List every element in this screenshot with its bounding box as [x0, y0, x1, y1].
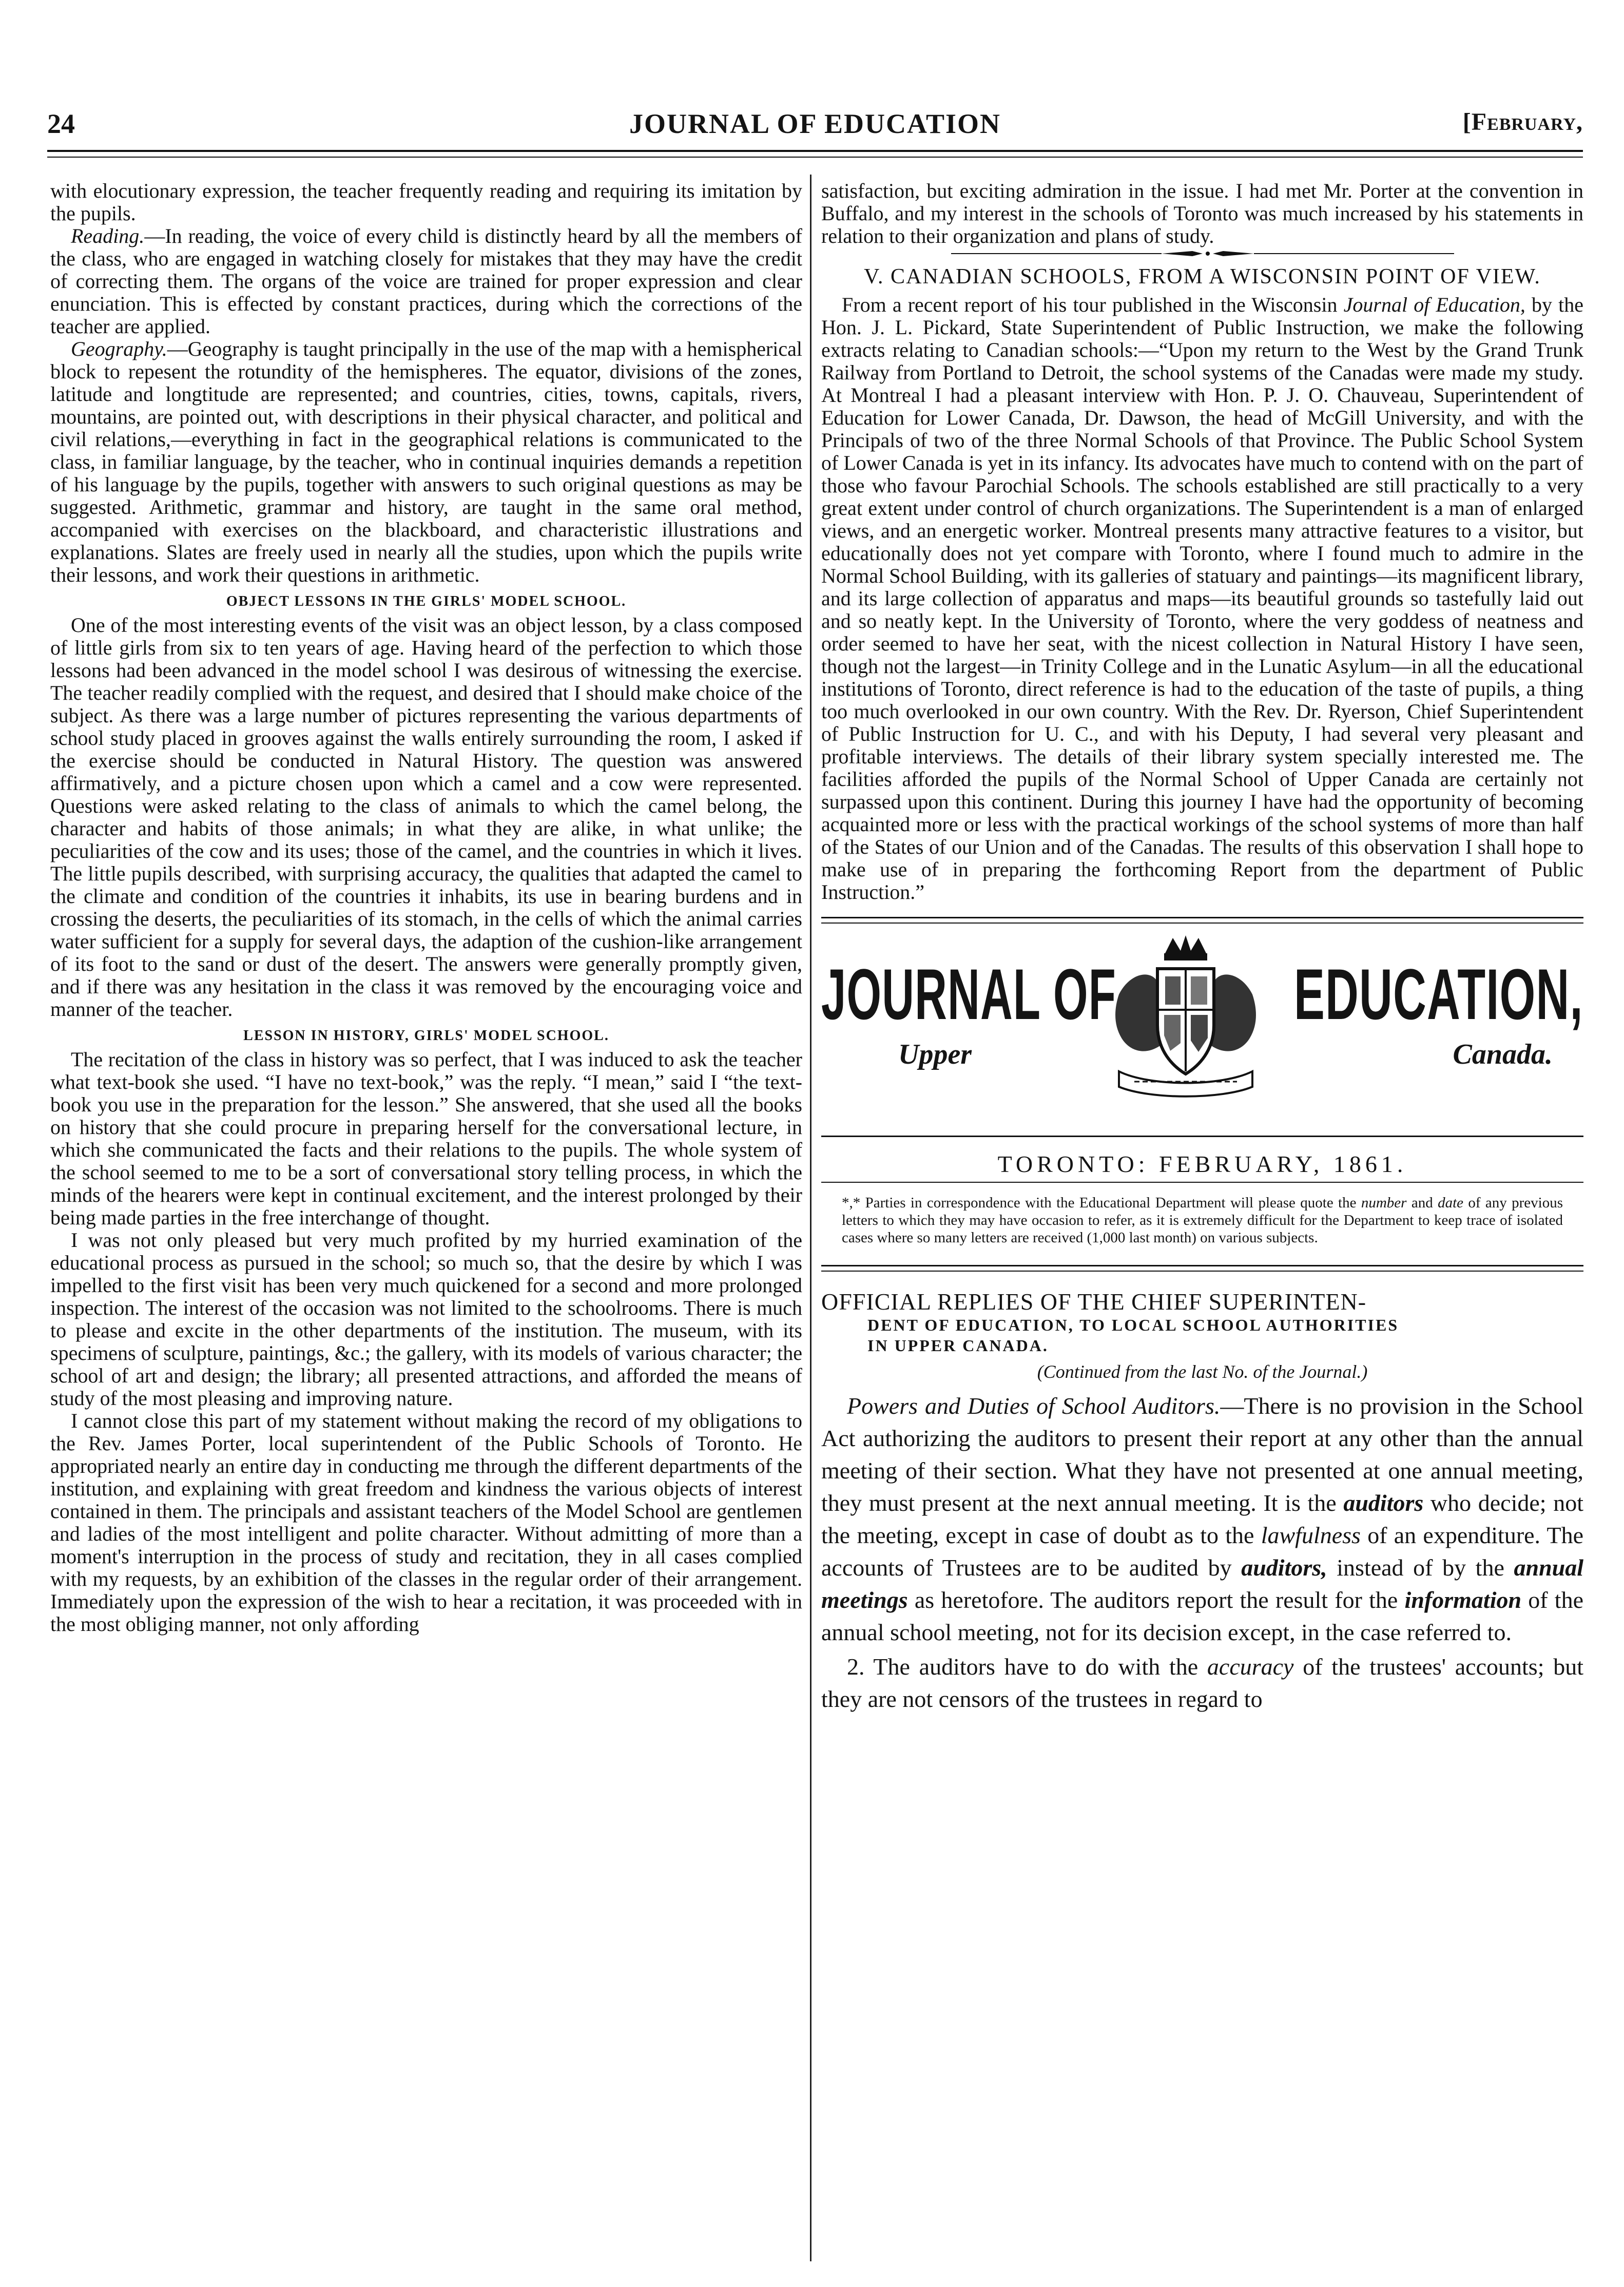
notice-part-a: *,* Parties in correspondence with the Educational Department will please quote the	[842, 1195, 1361, 1211]
geography-text: —Geography is taught principally in the use of the map with a hemispherical block to repesent the rotundity of the hemispheres. The equator, divisions of the zones, latitude and longtitude are represented; and countries, cities, towns, capitals, rivers, mountains, are pointed out, with descriptions in their physical character, and political and civil relations,—everything in fact in the geographical relations is communicated to the class, in familiar language, by the teacher, who in continual inquiries demands a repetition of his language by the pupils, together with answers to such original questions as may be suggested. Arithmetic, grammar and history, are taught in the same oral method, accompanied with exercises on the blackboard, and characteristic illustrations and explanations. Slates are freely used in nearly all the studies, upon which the pupils write their lessons, and work their questions in arithmetic.	[50, 337, 802, 586]
paragraph-geography	[50, 338, 802, 586]
paragraph-examination: I was not only pleased but very much profited by my hurried examination of the educational process as pursued in the school; so much so, that the desire by which I was impelled to the first visit has been very much quickened for a second and more prolonged inspection. The interest of the occasion was not limited to the schoolrooms. There is much to please and excite in the other departments of the institution. The museum, with its specimens of sculpture, paintings, &c.; the gallery, with its models of various character; the school of art and design; the library; all presented attractions, and afforded the means of study of the most pleasing and improving nature.	[50, 1228, 802, 1410]
official-replies-subtitle-1: DENT OF EDUCATION, TO LOCAL SCHOOL AUTHORITIES	[867, 1316, 1399, 1334]
masthead-rule-under	[821, 923, 1583, 924]
auditors-text-b: who decide; not the meeting, except in case of doubt as to the	[821, 1490, 1583, 1548]
masthead-subtitle-right: Canada.	[1453, 1039, 1553, 1070]
paragraph-object-lesson: One of the most interesting events of the visit was an object lesson, by a class composed of little girls from six to ten years of age. Having heard of the perfection to which those lessons had been advanced in the model school I was desirous of witnessing the exercise. The teacher readily complied with the request, and desired that I should make choice of the subject. As there was a large number of pictures representing the various departments of school study placed in grooves against the walls entirely surrounding the room, I asked if the exercise should be conducted in Natural History. The question was answered affirmatively, and a picture chosen upon which a camel and a cow were represented. Questions were asked relating to the class of animals to which the camel belong, the character and habits of those animals; in what they are alike, in what unlike; the peculiarities of the cow and its uses; those of the camel, and the countries in which it lives. The little pupils described, with surprising accuracy, the qualities that adapted the camel to the climate and condition of the countries it inhabits, its use in bearing burdens and in crossing the deserts, the peculiarities of its stomach, in the cells of which the animal carries water sufficient for a supply for several days, the adaption of the cushion-like arrangement of its foot to the sand or dust of the desert. The answers were generally promptly given, and if there was any hesitation in the class it was removed by the encouraging voice and manner of the teacher.	[50, 613, 802, 1021]
notice-number-word: number	[1361, 1195, 1407, 1211]
official-rule-bottom	[821, 1271, 1583, 1272]
item2-text-b: of the trustees' accounts; but they are not censors of the trustees in regard to	[821, 1654, 1583, 1712]
item2-text-a: 2. The auditors have to do with the	[847, 1654, 1207, 1680]
dateline: TORONTO: FEBRUARY, 1861.	[997, 1151, 1407, 1177]
header-rule-top	[47, 150, 1583, 152]
subhead-history-lesson: LESSON IN HISTORY, GIRLS' MODEL SCHOOL.	[243, 1028, 609, 1044]
right-column	[821, 180, 1583, 2261]
lawfulness-word: lawfulness	[1261, 1522, 1361, 1548]
notice-date-word: date	[1438, 1195, 1464, 1211]
paragraph-school-auditors	[821, 1390, 1583, 1648]
dateline-rule-bottom	[821, 1182, 1583, 1183]
masthead-rule-top	[821, 917, 1583, 918]
wisconsin-intro-b: by the Hon. J. L. Pickard, State Superintendent of Public Instruction, we make the following extracts relating to Canadian schools:—“Upon my return to the West by the Grand Trunk Railway from Portland to Detroit, the school systems of the Canadas were made my study. At Montreal I had a pleasant interview with Hon. P. J. O. Chauveau, Superintendent of Education for Lower Canada, Dr. Dawson, the head of McGill University, and with the Principals of two of the three Normal Schools of that Province. The Public School System of Lower Canada is yet in its infancy. Its advocates have much to contend with on the part of those who favour Parochial Schools. The schools established are still practically to a very great extent under control of church organizations. The Superintendent is a man of enlarged views, and an energetic worker. Montreal presents many attractive features to a visitor, but educationally does not yet compare with Toronto, where I found much to admire in the Normal School Building, with its galleries of statuary and paintings—its magnificent library, and its large collection of apparatus and maps—its beautiful grounds so tastefully laid out and so neatly kept. In the University of Toronto, where the very goddess of neatness and order seemed to have her seat, with the nicest collection in Natural History I have seen, though not the largest—in Trinity College and in the Lunatic Asylum—in all the educational institutions of Toronto, direct reference is had to the education of the taste of pupils, a thing too much overlooked in our own country. With the Rev. Dr. Ryerson, Chief Superintendent of Public Instruction for U. C., and with his Deputy, I had several very pleasant and profitable interviews. The details of their library system specially interested me. The facilities afforded the pupils of the Normal School of Upper Canada are certainly not surpassed upon this continent. During this journey I have had the opportunity of becoming acquainted more or less with the practical workings of the school systems of more than half of the States of our Union and of the Canadas. The results of this observation I shall hope to make use of in preparing the forthcoming Report from the department of Public Instruction.”	[821, 293, 1583, 904]
paragraph-continuation: satisfaction, but exciting admiration in the issue. I had met Mr. Porter at the convention in Buffalo, and my interest in the schools of Toronto was much increased by his statements in relation to their organization and plans of study.	[821, 180, 1583, 247]
header-rule-bottom	[47, 157, 1583, 158]
masthead	[821, 933, 1583, 1136]
left-column	[50, 180, 802, 2261]
section-ornament-divider	[951, 249, 1454, 258]
dateline-rule-top	[821, 1136, 1583, 1137]
page-number: 24	[47, 108, 75, 139]
auditors-word-2: auditors,	[1241, 1554, 1327, 1581]
official-rule-top	[821, 1265, 1583, 1266]
paragraph-item-2	[821, 1650, 1583, 1715]
wisconsin-intro-a: From a recent report of his tour published in the Wisconsin	[842, 293, 1344, 316]
paragraph-history-recitation: The recitation of the class in history was so perfect, that I was induced to ask the teacher what text-book she used. “I have no text-book,” was the reply. “I mean,” said I “the text-book you use in the preparation for the lesson.” She answered, that she used all the books on history that she could procure in preparing herself for the conversational lecture, in which she communicated the facts and their relations to the pupils. The whole system of the school seemed to me to be a sort of conversational story telling process, in which the minds of the hearers were kept in continual excitement, and the interest prolonged by their being made parties in the free interchange of thought.	[50, 1048, 802, 1229]
notice-part-b: and	[1406, 1195, 1438, 1211]
auditors-text-e: as heretofore. The auditors report the result for the	[907, 1587, 1405, 1613]
auditors-text-c: of an expenditure. The accounts of Trustees are to be audited by	[821, 1522, 1583, 1581]
masthead-title-left: JOURNAL OF	[821, 954, 1117, 1034]
section-title-canadian-schools: V. CANADIAN SCHOOLS, FROM A WISCONSIN POINT OF VIEW.	[864, 265, 1541, 289]
reading-label: Reading.	[71, 224, 145, 247]
information-word: information	[1404, 1587, 1522, 1613]
annual-meetings-phrase: annual meetings	[821, 1554, 1583, 1613]
auditors-text-a: —There is no provision in the School Act authorizing the auditors to present their report at any other than the annual meeting of their section. What they have not presented at one annual meeting, they must present at the next annual meeting. It is the	[821, 1393, 1583, 1516]
correspondence-notice	[842, 1194, 1563, 1246]
paragraph-wisconsin-report	[821, 294, 1583, 904]
paragraph-elocution: with elocutionary expression, the teacher frequently reading and requiring its imitation by the pupils.	[50, 180, 802, 225]
masthead-subtitle-left: Upper	[898, 1039, 972, 1070]
geography-label: Geography.	[71, 337, 167, 360]
running-head	[47, 108, 1583, 144]
wisconsin-journal-name: Journal of Education,	[1343, 293, 1525, 316]
masthead-title-right: EDUCATION,	[1294, 954, 1583, 1034]
auditors-word-1: auditors	[1343, 1490, 1424, 1516]
running-title: JOURNAL OF EDUCATION	[629, 108, 1001, 139]
running-month: [February,	[1462, 108, 1583, 136]
official-replies-title: OFFICIAL REPLIES OF THE CHIEF SUPERINTEN-	[821, 1289, 1367, 1315]
subhead-object-lessons: OBJECT LESSONS IN THE GIRLS' MODEL SCHOOL.	[226, 593, 627, 609]
accuracy-word: accuracy	[1207, 1654, 1294, 1680]
coat-of-arms-icon	[1098, 933, 1273, 1102]
notice-part-c: of any previous letters to which they may have occasion to refer, as it is extremely difficult for the Department to keep trace of isolated cases where so many letters are received (1,000 last month) on various subjects.	[842, 1195, 1563, 1246]
continued-note: (Continued from the last No. of the Journal.)	[1037, 1361, 1368, 1382]
paragraph-reading	[50, 225, 802, 338]
auditors-text-d: instead of by the	[1327, 1554, 1514, 1581]
column-divider	[810, 175, 811, 2261]
auditors-heading: Powers and Duties of School Auditors.	[847, 1393, 1221, 1419]
reading-text: —In reading, the voice of every child is distinctly heard by all the members of the class, who are engaged in watching closely for mistakes that they may have the credit of correcting them. The organs of the voice are trained for proper expression and clear enunciation. This is effected by constant practices, during which the corrections of the teacher are applied.	[50, 224, 802, 338]
auditors-text-f: of the annual school meeting, not for its decision except, in the case referred to.	[821, 1587, 1583, 1645]
paragraph-obligations: I cannot close this part of my statement without making the record of my obligations to the Rev. James Porter, local superintendent of the Public Schools of Toronto. He appropriated nearly an entire day in conducting me through the different departments of the institution, and explaining with great freedom and kindness the various objects of interest contained in them. The principals and assistant teachers of the Model School are gentlemen and ladies of the most intelligent and polite character. Without admitting of more than a moment's interruption in the process of study and recitation, they in all cases complied with my requests, by an exhibition of the classes in the regular order of their arrangement. Immediately upon the expression of the wish to hear a recitation, it was proceeded with in the most obliging manner, not only affording	[50, 1409, 802, 1636]
official-replies-subtitle-2: IN UPPER CANADA.	[867, 1336, 1049, 1355]
